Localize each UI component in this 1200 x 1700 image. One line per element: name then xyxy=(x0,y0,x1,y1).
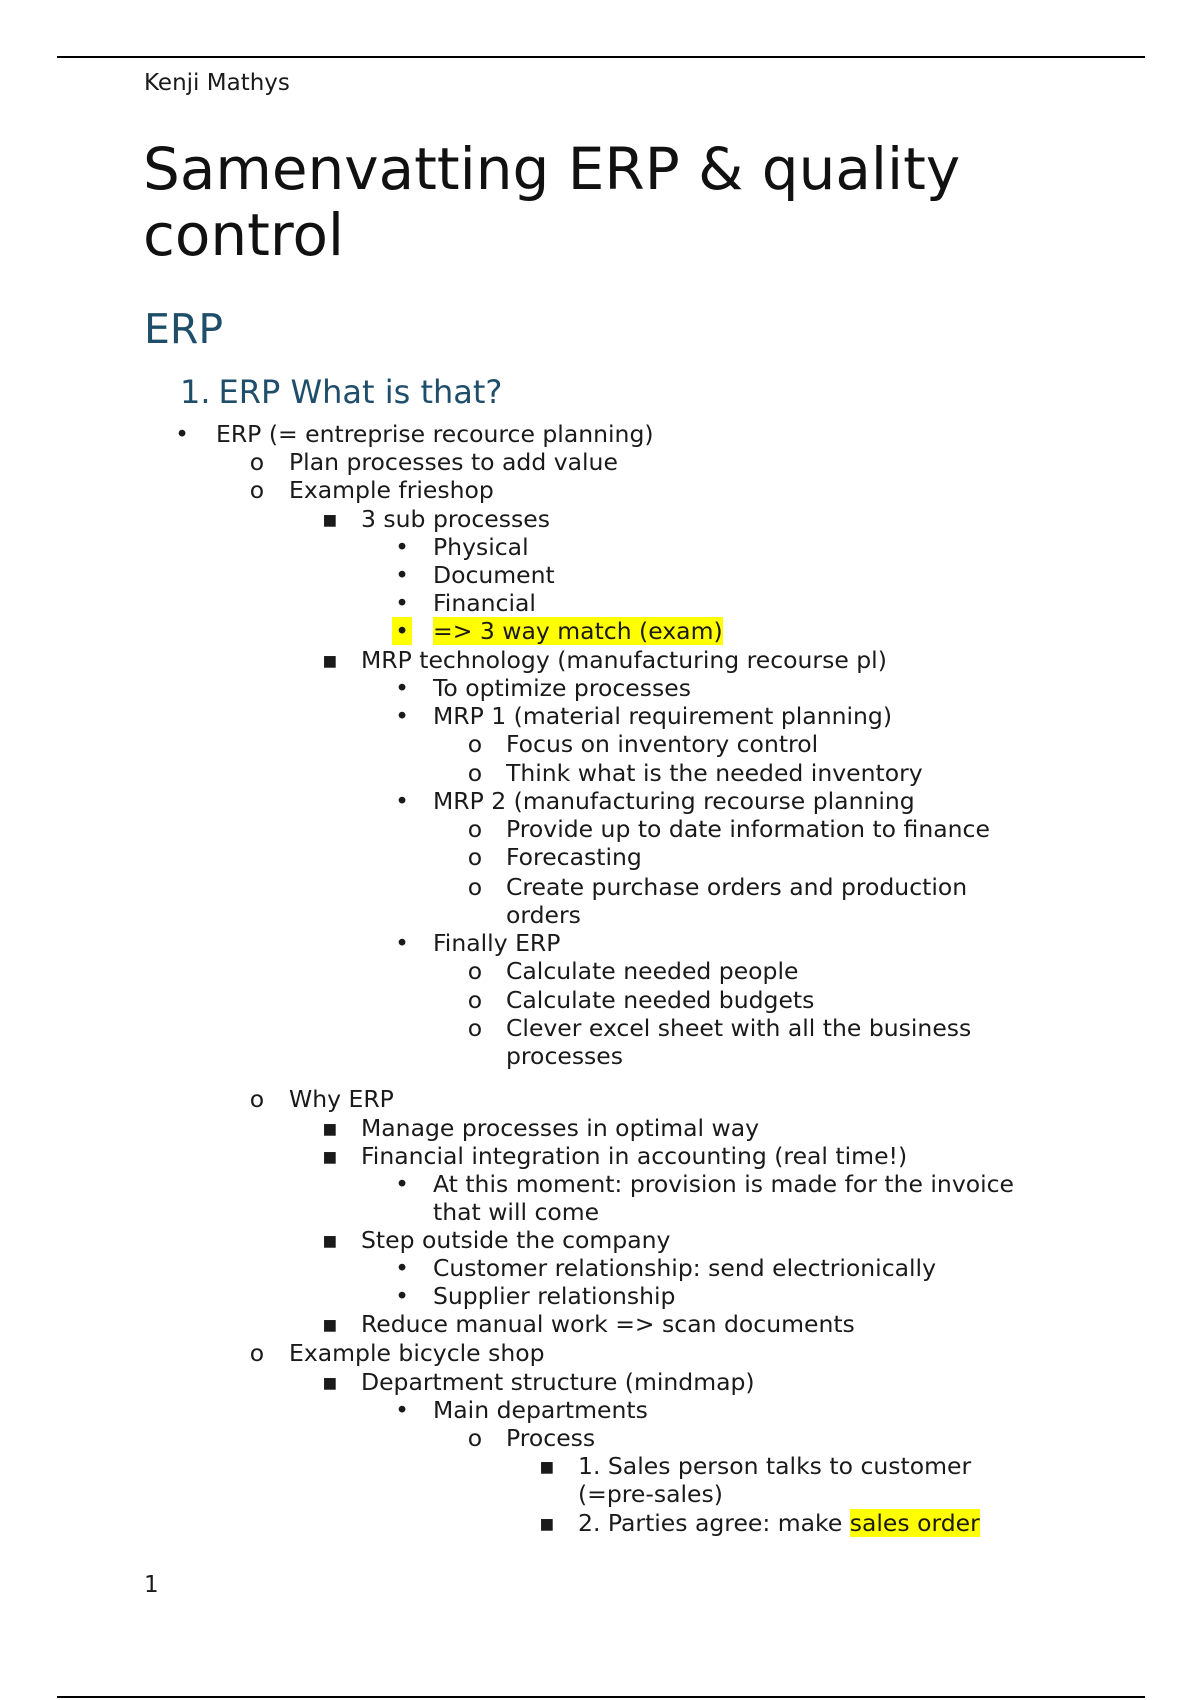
list-item-text: Step outside the company xyxy=(361,1226,671,1254)
list-item-text: Think what is the needed inventory xyxy=(506,759,923,787)
list-item-text: Customer relationship: send electrionically xyxy=(433,1254,936,1282)
square-marker: ▪ xyxy=(322,1368,338,1396)
circle-marker: o xyxy=(467,1424,483,1452)
list-item-text: Supplier relationship xyxy=(433,1282,676,1310)
list-item-text: Finally ERP xyxy=(433,929,561,957)
subsection-number: 1. xyxy=(180,373,211,411)
list-item-text-part: 2. Parties agree: make xyxy=(578,1509,850,1537)
circle-marker: o xyxy=(249,476,265,504)
square-marker: ▪ xyxy=(322,1142,338,1170)
bullet-marker: • xyxy=(395,929,409,957)
square-marker: ▪ xyxy=(322,505,338,533)
list-item-text: Example frieshop xyxy=(289,476,494,504)
list-item-text: At this moment: provision is made for the invoice that will come xyxy=(433,1170,1015,1226)
list-item-text: Physical xyxy=(433,533,529,561)
list-item-text: ERP (= entreprise recource planning) xyxy=(216,420,654,448)
list-item-text: Calculate needed people xyxy=(506,957,799,985)
list-item-text: Clever excel sheet with all the business processes xyxy=(506,1014,972,1070)
circle-marker: o xyxy=(467,1014,483,1042)
list-item-text: Main departments xyxy=(433,1396,648,1424)
circle-marker: o xyxy=(249,448,265,476)
section-heading: ERP xyxy=(144,305,224,353)
bullet-marker: • xyxy=(395,674,409,702)
bullet-marker: • xyxy=(395,1170,409,1198)
circle-marker: o xyxy=(467,730,483,758)
bullet-marker: • xyxy=(175,420,189,448)
list-item-text: Example bicycle shop xyxy=(289,1339,545,1367)
circle-marker: o xyxy=(467,815,483,843)
circle-marker: o xyxy=(467,986,483,1014)
list-item-text: Financial xyxy=(433,589,536,617)
list-item-text: Plan processes to add value xyxy=(289,448,618,476)
page-number: 1 xyxy=(144,1572,159,1598)
circle-marker: o xyxy=(249,1339,265,1367)
square-marker: ▪ xyxy=(322,646,338,674)
footer-rule xyxy=(57,1696,1145,1698)
list-item-text: MRP 1 (material requirement planning) xyxy=(433,702,893,730)
bullet-marker: • xyxy=(392,617,412,645)
bullet-marker: • xyxy=(395,533,409,561)
list-item-text: Department structure (mindmap) xyxy=(361,1368,755,1396)
square-marker: ▪ xyxy=(322,1114,338,1142)
bullet-marker: • xyxy=(395,1254,409,1282)
list-item-text: Financial integration in accounting (real time!) xyxy=(361,1142,908,1170)
circle-marker: o xyxy=(467,957,483,985)
square-marker: ▪ xyxy=(322,1310,338,1338)
subsection-heading xyxy=(180,373,502,411)
author-name: Kenji Mathys xyxy=(144,70,290,96)
list-item-text: Create purchase orders and production orders xyxy=(506,873,968,929)
bullet-marker: • xyxy=(395,702,409,730)
circle-marker: o xyxy=(467,873,483,901)
square-marker: ▪ xyxy=(539,1452,555,1480)
list-item-text: Calculate needed budgets xyxy=(506,986,815,1014)
list-item-text: To optimize processes xyxy=(433,674,691,702)
list-item-text: Reduce manual work => scan documents xyxy=(361,1310,855,1338)
circle-marker: o xyxy=(467,843,483,871)
list-item-text: MRP technology (manufacturing recourse pl) xyxy=(361,646,887,674)
square-marker: ▪ xyxy=(322,1226,338,1254)
bullet-marker: • xyxy=(395,1282,409,1310)
bullet-marker: • xyxy=(395,787,409,815)
highlighted-text: sales order xyxy=(849,1509,980,1537)
list-item-text: Manage processes in optimal way xyxy=(361,1114,760,1142)
highlighted-text: => 3 way match (exam) xyxy=(433,617,723,645)
list-item-text: Why ERP xyxy=(289,1085,394,1113)
bullet-marker: • xyxy=(395,561,409,589)
bullet-marker: • xyxy=(395,1396,409,1424)
subsection-title: ERP What is that? xyxy=(218,373,503,411)
list-item-text: 3 sub processes xyxy=(361,505,550,533)
list-item-text: Provide up to date information to finance xyxy=(506,815,990,843)
circle-marker: o xyxy=(249,1085,265,1113)
header-rule xyxy=(57,56,1145,58)
square-marker: ▪ xyxy=(539,1509,555,1537)
list-item-text: Document xyxy=(433,561,555,589)
list-item-text: Process xyxy=(506,1424,596,1452)
list-item-text xyxy=(578,1509,980,1537)
list-item-text: 1. Sales person talks to customer (=pre-sales) xyxy=(578,1452,972,1508)
document-title: Samenvatting ERP & quality control xyxy=(143,135,961,269)
list-item-text: Focus on inventory control xyxy=(506,730,819,758)
circle-marker: o xyxy=(467,759,483,787)
list-item-text: MRP 2 (manufacturing recourse planning xyxy=(433,787,915,815)
list-item-text: Forecasting xyxy=(506,843,642,871)
bullet-marker: • xyxy=(395,589,409,617)
